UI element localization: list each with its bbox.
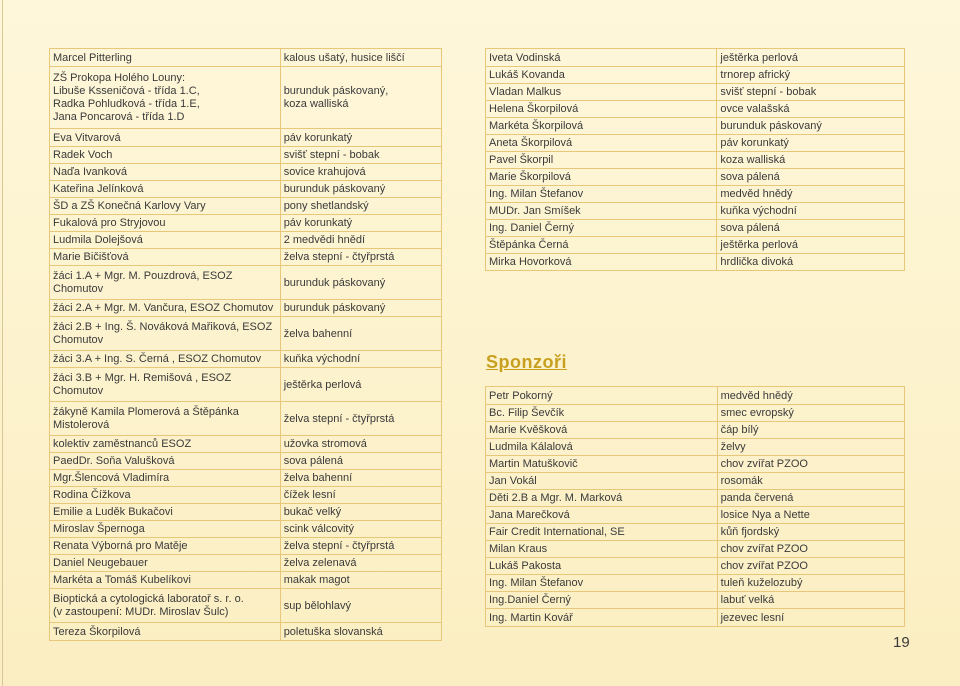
animal-cell: medvěd hnědý (717, 186, 905, 203)
animal-cell: hrdlička divoká (717, 254, 905, 271)
animal-cell: čížek lesní (280, 487, 441, 504)
animal-cell: kůň fjordský (717, 524, 904, 541)
table-row (50, 623, 442, 641)
adopter-name-cell: Marie Škorpilová (486, 169, 717, 186)
table-row (50, 249, 442, 266)
table-row (50, 129, 442, 147)
animal-cell: burunduk páskovaný, koza walliská (280, 67, 441, 129)
table-row (486, 473, 905, 490)
animal-cell: ještěrka perlová (717, 49, 905, 67)
table-row (486, 405, 905, 422)
animal-cell: pony shetlandský (280, 198, 441, 215)
adopter-name-cell: Daniel Neugebauer (50, 555, 281, 572)
animal-cell: koza walliská (717, 152, 905, 169)
table-row (486, 49, 905, 67)
table-row (486, 575, 905, 592)
table-row (50, 504, 442, 521)
adopter-name-cell: Lukáš Pakosta (486, 558, 718, 575)
adopter-name-cell: Bc. Filip Ševčík (486, 405, 718, 422)
animal-cell: labuť velká (717, 592, 904, 609)
animal-cell: sova pálená (280, 453, 441, 470)
adopter-name-cell: žáci 2.A + Mgr. M. Vančura, ESOZ Chomutov (50, 300, 281, 317)
adopter-name-cell: Miroslav Špernoga (50, 521, 281, 538)
adopter-name-cell: ŠD a ZŠ Konečná Karlovy Vary (50, 198, 281, 215)
table-row (50, 232, 442, 249)
animal-cell: ovce valašská (717, 101, 905, 118)
table-row (50, 589, 442, 623)
adopter-name-cell: Ing. Martin Kovář (486, 609, 718, 627)
sponsors-table (485, 386, 905, 627)
adopter-name-cell: Marcel Pitterling (50, 49, 281, 67)
animal-cell: kuňka východní (717, 203, 905, 220)
adopter-name-cell: Kateřina Jelínková (50, 181, 281, 198)
animal-cell: trnorep africký (717, 67, 905, 84)
adopters-table-left (49, 48, 442, 641)
adopter-name-cell: Ing. Milan Štefanov (486, 575, 718, 592)
table-row (486, 387, 905, 405)
table-row (486, 84, 905, 101)
animal-cell: rosomák (717, 473, 904, 490)
table-row (50, 555, 442, 572)
adopter-name-cell: Ing. Milan Štefanov (486, 186, 717, 203)
animal-cell: medvěd hnědý (717, 387, 904, 405)
table-row (486, 558, 905, 575)
adopter-name-cell: Bioptická a cytologická laboratoř s. r. o. (v zastoupení: MUDr. Miroslav Šulc) (50, 589, 281, 623)
table-row (486, 169, 905, 186)
adopter-name-cell: Jana Marečková (486, 507, 718, 524)
table-row (50, 436, 442, 453)
animal-cell: kuňka východní (280, 351, 441, 368)
animal-cell: burunduk páskovaný (280, 181, 441, 198)
table-row (486, 118, 905, 135)
page-edge-line (2, 0, 3, 686)
animal-cell: tuleň kuželozubý (717, 575, 904, 592)
table-row (50, 181, 442, 198)
adopter-name-cell: žákyně Kamila Plomerová a Štěpánka Mistolerová (50, 402, 281, 436)
table-row (50, 147, 442, 164)
adopter-name-cell: žáci 1.A + Mgr. M. Pouzdrová, ESOZ Chomutov (50, 266, 281, 300)
animal-cell: sup bělohlavý (280, 589, 441, 623)
adopter-name-cell: Lukáš Kovanda (486, 67, 717, 84)
table-row (50, 164, 442, 181)
adopter-name-cell: Jan Vokál (486, 473, 718, 490)
adopter-name-cell: Štěpánka Černá (486, 237, 717, 254)
table-row (50, 49, 442, 67)
table-row (486, 186, 905, 203)
animal-cell: ještěrka perlová (717, 237, 905, 254)
table-row (50, 215, 442, 232)
table-row (50, 538, 442, 555)
adopter-name-cell: Rodina Čížkova (50, 487, 281, 504)
animal-cell: svišť stepní - bobak (717, 84, 905, 101)
animal-cell: páv korunkatý (280, 215, 441, 232)
table-row (486, 254, 905, 271)
table-row (50, 521, 442, 538)
table-row (486, 524, 905, 541)
adopter-name-cell: Vladan Malkus (486, 84, 717, 101)
adopter-name-cell: Tereza Škorpilová (50, 623, 281, 641)
animal-cell: želva stepní - čtyřprstá (280, 538, 441, 555)
adopter-name-cell: Helena Škorpilová (486, 101, 717, 118)
adopter-name-cell: Naďa Ivanková (50, 164, 281, 181)
animal-cell: burunduk páskovaný (280, 266, 441, 300)
table-row (486, 135, 905, 152)
table-row (486, 592, 905, 609)
adopter-name-cell: Ludmila Kálalová (486, 439, 718, 456)
adopter-name-cell: Ing. Daniel Černý (486, 220, 717, 237)
animal-cell: smec evropský (717, 405, 904, 422)
adopter-name-cell: Eva Vitvarová (50, 129, 281, 147)
animal-cell: sova pálená (717, 220, 905, 237)
table-row (486, 237, 905, 254)
table-row (50, 351, 442, 368)
adopter-name-cell: žáci 2.B + Ing. Š. Nováková Mařiková, ESOZ Chomutov (50, 317, 281, 351)
table-row (486, 439, 905, 456)
animal-cell: želva stepní - čtyřprstá (280, 249, 441, 266)
adopter-name-cell: kolektiv zaměstnanců ESOZ (50, 436, 281, 453)
table-row (50, 317, 442, 351)
animal-cell: užovka stromová (280, 436, 441, 453)
table-row (486, 67, 905, 84)
adopter-name-cell: Ludmila Dolejšová (50, 232, 281, 249)
adopter-name-cell: Fukalová pro Stryjovou (50, 215, 281, 232)
animal-cell: chov zvířat PZOO (717, 541, 904, 558)
animal-cell: poletuška slovanská (280, 623, 441, 641)
table-row (50, 572, 442, 589)
table-row (50, 487, 442, 504)
animal-cell: svišť stepní - bobak (280, 147, 441, 164)
animal-cell: 2 medvědi hnědí (280, 232, 441, 249)
adopter-name-cell: ZŠ Prokopa Holého Louny: Libuše Ksseničová - třída 1.C, Radka Pohludková - třída 1.E, Jana Poncarová - třída 1.D (50, 67, 281, 129)
animal-cell: scink válcovitý (280, 521, 441, 538)
adopter-name-cell: Renata Výborná pro Matěje (50, 538, 281, 555)
animal-cell: panda červená (717, 490, 904, 507)
table-row (50, 368, 442, 402)
adopter-name-cell: Marie Kvěšková (486, 422, 718, 439)
adopter-name-cell: Aneta Škorpilová (486, 135, 717, 152)
adopter-name-cell: Děti 2.B a Mgr. M. Marková (486, 490, 718, 507)
adopter-name-cell: Iveta Vodinská (486, 49, 717, 67)
adopter-name-cell: Mirka Hovorková (486, 254, 717, 271)
adopter-name-cell: žáci 3.A + Ing. S. Černá , ESOZ Chomutov (50, 351, 281, 368)
adopter-name-cell: Emilie a Luděk Bukačovi (50, 504, 281, 521)
table-row (486, 490, 905, 507)
animal-cell: páv korunkatý (717, 135, 905, 152)
adopter-name-cell: Petr Pokorný (486, 387, 718, 405)
adopter-name-cell: Ing.Daniel Černý (486, 592, 718, 609)
animal-cell: želva bahenní (280, 470, 441, 487)
table-row (486, 220, 905, 237)
table-row (486, 422, 905, 439)
table-row (50, 453, 442, 470)
animal-cell: sova pálená (717, 169, 905, 186)
animal-cell: makak magot (280, 572, 441, 589)
page-number: 19 (893, 634, 910, 651)
table-row (50, 266, 442, 300)
animal-cell: želva stepní - čtyřprstá (280, 402, 441, 436)
adopter-name-cell: Milan Kraus (486, 541, 718, 558)
table-row (486, 456, 905, 473)
animal-cell: jezevec lesní (717, 609, 904, 627)
table-row (50, 470, 442, 487)
animal-cell: burunduk páskovaný (280, 300, 441, 317)
adopter-name-cell: Martin Matuškovič (486, 456, 718, 473)
animal-cell: bukač velký (280, 504, 441, 521)
adopter-name-cell: Mgr.Šlencová Vladimíra (50, 470, 281, 487)
adopter-name-cell: Radek Voch (50, 147, 281, 164)
table-row (486, 541, 905, 558)
adopter-name-cell: Markéta Škorpilová (486, 118, 717, 135)
animal-cell: chov zvířat PZOO (717, 456, 904, 473)
animal-cell: ještěrka perlová (280, 368, 441, 402)
adopter-name-cell: žáci 3.B + Mgr. H. Remišová , ESOZ Chomutov (50, 368, 281, 402)
table-row (50, 402, 442, 436)
table-row (486, 152, 905, 169)
adopter-name-cell: MUDr. Jan Smíšek (486, 203, 717, 220)
adopter-name-cell: Markéta a Tomáš Kubelíkovi (50, 572, 281, 589)
animal-cell: losice Nya a Nette (717, 507, 904, 524)
adopters-table-right (485, 48, 905, 271)
table-row (486, 203, 905, 220)
adopter-name-cell: PaedDr. Soňa Valušková (50, 453, 281, 470)
table-row (486, 507, 905, 524)
animal-cell: želva zelenavá (280, 555, 441, 572)
table-row (486, 101, 905, 118)
animal-cell: páv korunkatý (280, 129, 441, 147)
animal-cell: želva bahenní (280, 317, 441, 351)
animal-cell: želvy (717, 439, 904, 456)
animal-cell: chov zvířat PZOO (717, 558, 904, 575)
table-row (50, 67, 442, 129)
animal-cell: čáp bílý (717, 422, 904, 439)
adopter-name-cell: Fair Credit International, SE (486, 524, 718, 541)
table-row (50, 300, 442, 317)
animal-cell: sovice krahujová (280, 164, 441, 181)
table-row (50, 198, 442, 215)
animal-cell: burunduk páskovaný (717, 118, 905, 135)
table-row (486, 609, 905, 627)
adopter-name-cell: Pavel Škorpil (486, 152, 717, 169)
animal-cell: kalous ušatý, husice liščí (280, 49, 441, 67)
sponsors-heading: Sponzoři (486, 352, 567, 372)
adopter-name-cell: Marie Bičišťová (50, 249, 281, 266)
